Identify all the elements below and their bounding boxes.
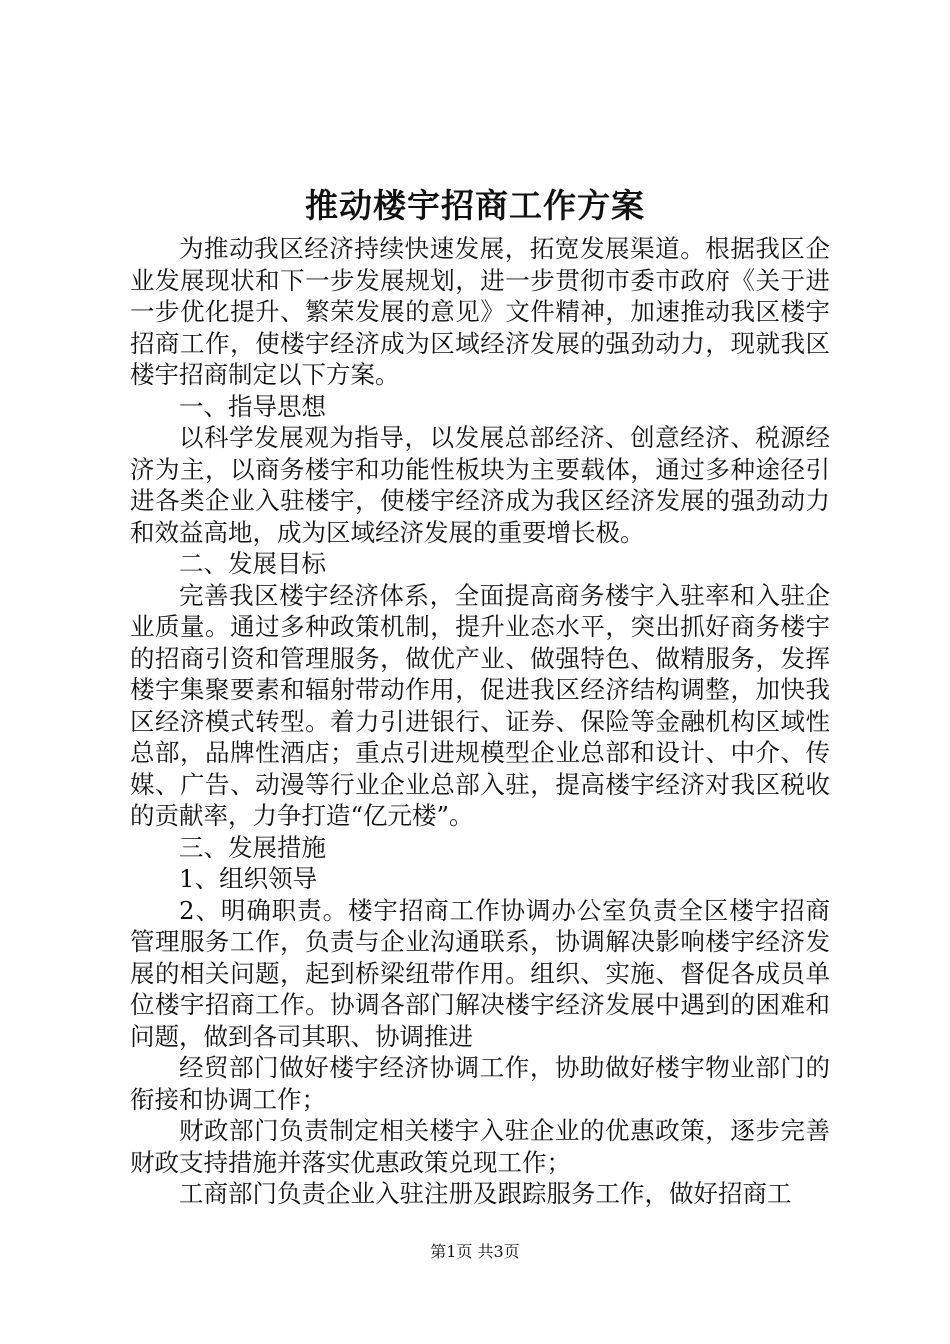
paragraph-finance-department: 财政部门负责制定相关楼宇入驻企业的优惠政策，逐步完善财政支持措施并落实优惠政策兑现工作；: [130, 1116, 830, 1177]
document-body: [130, 233, 830, 1210]
subheading-organization-leadership: 1、组织领导: [179, 864, 318, 893]
page-number-footer: 第1页 共3页: [430, 1242, 520, 1261]
paragraph-responsibilities: 2、明确职责。楼宇招商工作协调办公室负责全区楼宇招商管理服务工作，负责与企业沟通联系，协调解决影响楼宇经济发展的相关问题，起到桥梁纽带作用。组织、实施、督促各成员单位楼宇招商工作。协调各部门解决楼宇经济发展中遇到的困难和问题，做到各司其职、协调推进: [130, 895, 830, 1051]
document-title: 推动楼宇招商工作方案: [305, 186, 645, 225]
section-heading-guiding-thought: 一、指导思想: [179, 391, 326, 421]
paragraph-development-goals: 完善我区楼宇经济体系，全面提高商务楼宇入驻率和入驻企业质量。通过多种政策机制，提升业态水平，突出抓好商务楼宇的招商引资和管理服务，做优产业、做强特色、做精服务，发挥楼宇集聚要素和辐射带动作用，促进我区经济结构调整，加快我区经济模式转型。着力引进银行、证券、保险等金融机构区域性总部，品牌性酒店；重点引进规模型企业总部和设计、中介、传媒、广告、动漫等行业企业总部入驻，提高楼宇经济对我区税收的贡献率，力争打造“亿元楼”。: [130, 580, 830, 830]
paragraph-commerce-department: 工商部门负责企业入驻注册及跟踪服务工作，做好招商工: [179, 1179, 792, 1208]
section-heading-development-measures: 三、发展措施: [179, 832, 326, 862]
paragraph-guiding-thought: 以科学发展观为指导，以发展总部经济、创意经济、税源经济为主，以商务楼宇和功能性板块为主要载体，通过多种途径引进各类企业入驻楼宇，使楼宇经济成为我区经济发展的强劲动力和效益高地，成为区域经济发展的重要增长极。: [130, 423, 830, 547]
paragraph-trade-department: 经贸部门做好楼宇经济协调工作，协助做好楼宇物业部门的衔接和协调工作；: [130, 1053, 830, 1114]
section-heading-development-goals: 二、发展目标: [179, 549, 326, 578]
paragraph-intro: 为推动我区经济持续快速发展，拓宽发展渠道。根据我区企业发展现状和下一步发展规划，进一步贯彻市委市政府《关于进一步优化提升、繁荣发展的意见》文件精神，加速推动我区楼宇招商工作，使楼宇经济成为区域经济发展的强劲动力，现就我区楼宇招商制定以下方案。: [130, 234, 830, 389]
